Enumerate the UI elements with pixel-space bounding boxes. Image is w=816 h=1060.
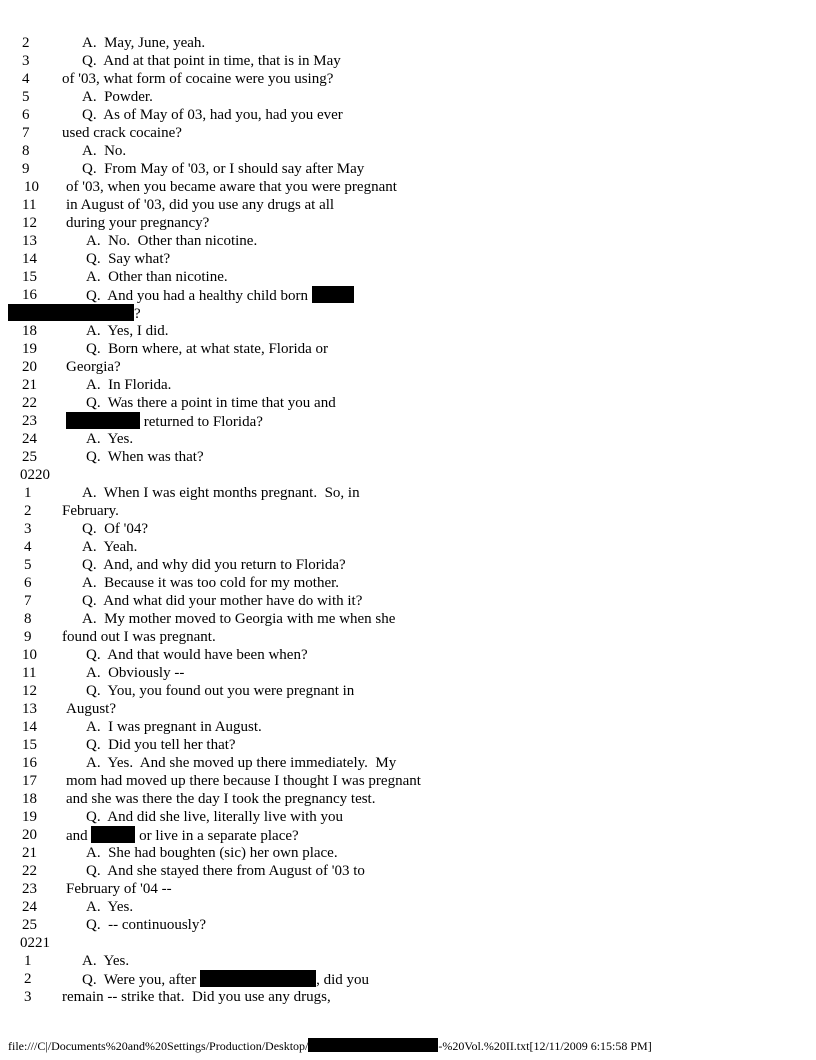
line-text: Q. And, and why did you return to Florida?: [82, 557, 346, 573]
footer-path-suffix: -%20Vol.%20II.txt[12/11/2009 6:15:58 PM]: [438, 1039, 652, 1053]
line-number: 4: [24, 539, 32, 555]
file-path-footer: [8, 1038, 652, 1053]
transcript-line: [0, 556, 816, 574]
line-number: 24: [22, 899, 37, 915]
line-text-part: , did you: [316, 972, 369, 988]
line-number: 9: [22, 161, 30, 177]
line-text: A. No. Other than nicotine.: [86, 233, 258, 249]
line-number: 9: [24, 629, 32, 645]
line-text: [82, 970, 369, 989]
line-text: A. Because it was too cold for my mother.: [82, 575, 340, 591]
line-number: 25: [22, 917, 37, 933]
transcript-line: [0, 430, 816, 448]
line-text: August?: [66, 701, 116, 717]
transcript-line: [0, 376, 816, 394]
line-number: 7: [22, 125, 30, 141]
line-number: 19: [22, 341, 37, 357]
line-text-part: returned to Florida?: [143, 414, 263, 430]
line-text: Q. Born where, at what state, Florida or: [86, 341, 329, 357]
line-number: 3: [24, 521, 32, 537]
transcript-line: [0, 880, 816, 898]
line-number: 22: [22, 863, 37, 879]
line-number: 6: [22, 107, 30, 123]
transcript-line: [0, 520, 816, 538]
line-number: 20: [22, 827, 37, 843]
line-number: 11: [22, 197, 37, 213]
transcript-line: [0, 700, 816, 718]
line-number: 16: [22, 755, 37, 771]
line-number: 1: [24, 485, 32, 501]
transcript-line: [0, 322, 816, 340]
line-text: A. I was pregnant in August.: [86, 719, 262, 735]
transcript-line: [0, 718, 816, 736]
line-text: A. Yes.: [86, 899, 134, 915]
line-number: 7: [24, 593, 32, 609]
line-text: February of '04 --: [66, 881, 172, 897]
line-text: used crack cocaine?: [62, 125, 182, 141]
page-marker-line: [0, 934, 816, 952]
line-text-part: Q. Were you, after: [82, 972, 197, 988]
transcript-line: [0, 592, 816, 610]
line-text: A. Yeah.: [82, 539, 138, 555]
line-text: [86, 286, 354, 305]
transcript-line: [0, 394, 816, 412]
transcript-line: [0, 160, 816, 178]
line-number: 15: [22, 269, 37, 285]
transcript-line: [0, 412, 816, 430]
transcript-line: [0, 790, 816, 808]
line-number: 21: [22, 845, 37, 861]
transcript-line: [0, 196, 816, 214]
line-number: 10: [24, 179, 39, 195]
transcript-line: [0, 502, 816, 520]
line-number: 15: [22, 737, 37, 753]
line-text: remain -- strike that. Did you use any drugs,: [62, 989, 331, 1005]
page-marker-line: [0, 466, 816, 484]
line-text: [8, 304, 141, 323]
line-text: A. Yes, I did.: [86, 323, 169, 339]
transcript-line: [0, 808, 816, 826]
transcript-line: [0, 916, 816, 934]
redaction-box: [8, 304, 134, 321]
line-text: Q. And what did your mother have do with it?: [82, 593, 363, 609]
transcript-line: [0, 610, 816, 628]
transcript-line: [0, 772, 816, 790]
line-number: 23: [22, 413, 37, 429]
line-text: [66, 826, 299, 845]
line-number: 22: [22, 395, 37, 411]
transcript-line: [0, 124, 816, 142]
transcript-line: [0, 178, 816, 196]
line-number: 23: [22, 881, 37, 897]
transcript-line: [0, 952, 816, 970]
line-number: 14: [22, 251, 37, 267]
redaction-box: [312, 286, 354, 303]
transcript-line: [0, 538, 816, 556]
line-text: Q. Say what?: [86, 251, 171, 267]
line-text: A. When I was eight months pregnant. So, in: [82, 485, 360, 501]
line-text: Q. From May of '03, or I should say after May: [82, 161, 365, 177]
line-number: 14: [22, 719, 37, 735]
line-text: Georgia?: [66, 359, 121, 375]
line-text: A. Powder.: [82, 89, 153, 105]
line-text: A. She had boughten (sic) her own place.: [86, 845, 338, 861]
line-number: 18: [22, 791, 37, 807]
line-text: A. Yes. And she moved up there immediately. My: [86, 755, 397, 771]
transcript-line: [0, 142, 816, 160]
transcript-line: [0, 88, 816, 106]
line-text: Q. When was that?: [86, 449, 204, 465]
line-text: A. Yes.: [82, 953, 130, 969]
page-number: 0220: [20, 467, 50, 483]
transcript-line: [0, 340, 816, 358]
transcript-line: [0, 754, 816, 772]
line-text-part: or live in a separate place?: [139, 828, 299, 844]
line-number: 12: [22, 215, 37, 231]
line-text-part: and: [66, 828, 88, 844]
line-text: Q. And at that point in time, that is in May: [82, 53, 341, 69]
page-number: 0221: [20, 935, 50, 951]
line-number: 20: [22, 359, 37, 375]
transcript-line: [0, 970, 816, 988]
line-text: of '03, when you became aware that you were pregnant: [66, 179, 397, 195]
line-text: A. No.: [82, 143, 127, 159]
line-number: 2: [22, 35, 30, 51]
line-text: Q. -- continuously?: [86, 917, 206, 933]
line-number: 19: [22, 809, 37, 825]
line-text: February.: [62, 503, 119, 519]
line-number: 2: [24, 971, 32, 987]
line-number: 5: [22, 89, 30, 105]
line-text: in August of '03, did you use any drugs at all: [66, 197, 335, 213]
transcript-line: [0, 862, 816, 880]
transcript-line: [0, 826, 816, 844]
line-text-part: ?: [134, 306, 141, 322]
line-text: A. May, June, yeah.: [82, 35, 206, 51]
transcript-line: [0, 574, 816, 592]
line-number: 10: [22, 647, 37, 663]
transcript-line: [0, 34, 816, 52]
line-number: 6: [24, 575, 32, 591]
line-text: Q. You, you found out you were pregnant in: [86, 683, 355, 699]
line-number: 5: [24, 557, 32, 573]
line-text: found out I was pregnant.: [62, 629, 216, 645]
line-number: 13: [22, 701, 37, 717]
line-text: Q. Was there a point in time that you and: [86, 395, 336, 411]
redaction-box: [66, 412, 140, 429]
line-text: of '03, what form of cocaine were you using?: [62, 71, 334, 87]
transcript-line: [0, 988, 816, 1006]
line-text: A. Obviously --: [86, 665, 185, 681]
transcript-line: [0, 106, 816, 124]
transcript-line: [0, 286, 816, 304]
line-number: 25: [22, 449, 37, 465]
transcript-line: [0, 646, 816, 664]
redaction-box: [91, 826, 135, 843]
line-number: 4: [22, 71, 30, 87]
line-number: 2: [24, 503, 32, 519]
line-number: 16: [22, 287, 37, 303]
line-number: 13: [22, 233, 37, 249]
transcript-line: [0, 358, 816, 376]
transcript-line: [0, 232, 816, 250]
line-number: 11: [22, 665, 37, 681]
line-text: Q. And that would have been when?: [86, 647, 308, 663]
line-text: A. In Florida.: [86, 377, 172, 393]
transcript-line: [0, 664, 816, 682]
line-number: 3: [22, 53, 30, 69]
transcript-line: [0, 304, 816, 322]
line-text: [66, 412, 263, 431]
transcript-line: [0, 70, 816, 88]
footer-path-prefix: file:///C|/Documents%20and%20Settings/Production/Desktop/: [8, 1039, 309, 1053]
line-number: 18: [22, 323, 37, 339]
transcript-line: [0, 52, 816, 70]
line-text: A. Yes.: [86, 431, 134, 447]
line-text: Q. Did you tell her that?: [86, 737, 236, 753]
line-text: Q. Of '04?: [82, 521, 149, 537]
line-text: Q. And she stayed there from August of '03 to: [86, 863, 365, 879]
line-text: Q. And did she live, literally live with you: [86, 809, 344, 825]
line-text: during your pregnancy?: [66, 215, 210, 231]
transcript-line: [0, 736, 816, 754]
line-number: 8: [22, 143, 30, 159]
redaction-box: [200, 970, 316, 987]
transcript-line: [0, 268, 816, 286]
line-number: 21: [22, 377, 37, 393]
line-text-part: Q. And you had a healthy child born: [86, 288, 309, 304]
line-text: Q. As of May of 03, had you, had you ever: [82, 107, 343, 123]
line-text: A. Other than nicotine.: [86, 269, 228, 285]
transcript-line: [0, 250, 816, 268]
transcript-line: [0, 484, 816, 502]
transcript-line: [0, 844, 816, 862]
transcript-line: [0, 898, 816, 916]
transcript-page: [0, 34, 816, 1006]
line-number: 17: [22, 773, 37, 789]
line-text: and she was there the day I took the pregnancy test.: [66, 791, 376, 807]
line-number: 12: [22, 683, 37, 699]
line-text: mom had moved up there because I thought I was pregnant: [66, 773, 421, 789]
transcript-line: [0, 214, 816, 232]
redaction-box: [308, 1038, 438, 1052]
transcript-line: [0, 448, 816, 466]
transcript-line: [0, 682, 816, 700]
line-number: 1: [24, 953, 32, 969]
line-number: 8: [24, 611, 32, 627]
line-text: A. My mother moved to Georgia with me when she: [82, 611, 396, 627]
line-number: 3: [24, 989, 32, 1005]
transcript-line: [0, 628, 816, 646]
line-number: 24: [22, 431, 37, 447]
